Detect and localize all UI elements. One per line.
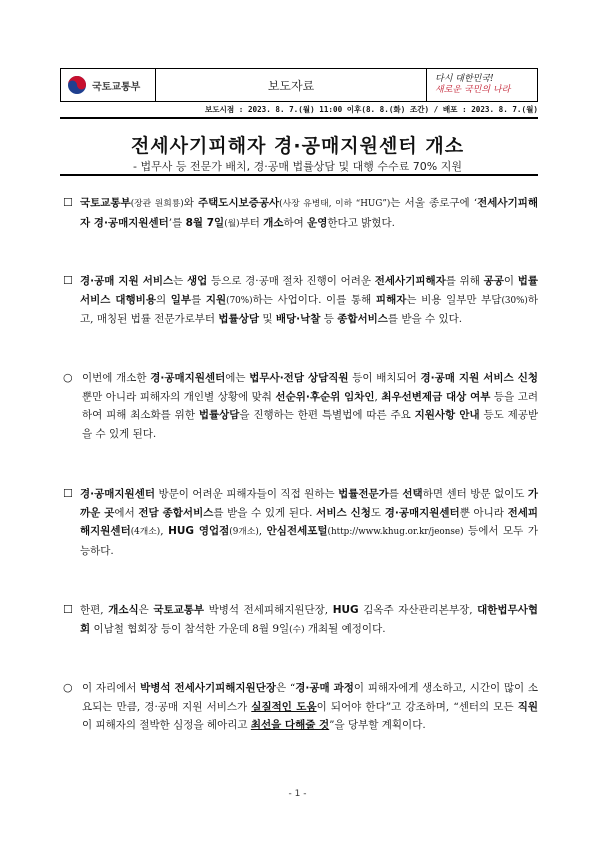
taegeuk-logo-icon (67, 75, 87, 95)
text-small: (사장 유병태, 이하 “HUG”) (279, 199, 391, 209)
text-bold: 배당·낙찰 (275, 313, 321, 326)
text-bold: 지원 (205, 293, 227, 306)
text: 는 (173, 275, 187, 287)
text: 및 (258, 313, 276, 326)
slogan-line-1: 다시 대한민국! (435, 74, 494, 84)
text: ’를 (168, 216, 186, 229)
text-bold: 경·공매 지원 서비스 신청 (420, 372, 539, 384)
text: 를 위해 (445, 275, 484, 287)
text-bold: 공공 (483, 275, 504, 287)
text-bold: 주택도시보증공사 (198, 197, 280, 209)
text: 이 피해자에게 생소하고, 시간이 많이 소요되는 만큼, 경·공매 지원 서비스가 (82, 682, 539, 713)
text: 에는 (225, 372, 250, 384)
text: , (374, 390, 382, 403)
text-bold: 대한법무사협회 (80, 604, 538, 635)
text-small: (수) (289, 624, 305, 635)
text: 와 (183, 197, 199, 209)
text-bold: HUG (332, 604, 359, 616)
text-small: (70%) (226, 295, 253, 306)
text: 등 (320, 313, 338, 326)
paragraph-3 (63, 369, 539, 443)
text: 방문이 어려운 피해자들이 직접 원하는 (155, 488, 339, 500)
text-bold: 국토교통부 (153, 604, 205, 616)
page-number: - 1 - (288, 789, 307, 799)
text: 한다고 밝혔다. (327, 216, 395, 229)
slogan (427, 69, 537, 101)
ministry-name: 국토교통부 (92, 81, 141, 93)
text-bold: 국토교통부 (80, 197, 131, 209)
text: 이 (503, 275, 518, 287)
text: 하면 센터 방문 없이도 (422, 488, 528, 500)
text: 에서 (114, 506, 139, 519)
text: 부터 (239, 216, 264, 229)
text-bold: 개소 (263, 216, 284, 229)
text-small: (4개소) (130, 527, 161, 538)
text-bold: 경·공매 과정 (295, 682, 354, 694)
text-bold: 최우선변제금 대상 여부 (381, 390, 491, 403)
title-divider (60, 174, 538, 176)
text: 는 서울 종로구에 ‘ (390, 197, 478, 209)
text: , (258, 525, 267, 538)
slogan-line-2: 새로운 국민의 나라 (435, 85, 511, 95)
square-bullet-icon: ☐ (63, 274, 73, 287)
text-bold: 선택 (402, 488, 423, 500)
text: 를 받을 수 있다. (387, 313, 463, 326)
text-bold: 전담 종합서비스 (138, 506, 214, 519)
embargo-line: 보도시점 : 2023. 8. 7.(월) 11:00 이후(8. 8.(화) 조간) / 배포 : 2023. 8. 7.(월) (60, 104, 538, 119)
text-bold: 생업 (187, 275, 208, 287)
text: , (160, 525, 169, 538)
text: 은 “ (275, 682, 296, 694)
text: 를 받을 수 있게 된다. (213, 506, 317, 519)
page-title: 전세사기피해자 경·공매지원센터 개소 (130, 135, 465, 157)
text-small: (장관 원희룡) (130, 199, 184, 209)
text-bold: 경·공매지원센터 (80, 488, 155, 500)
circle-bullet-icon: ○ (63, 371, 73, 384)
text-bold: 운영 (307, 216, 328, 229)
text: 이 피해자의 절박한 심정을 헤아리고 (82, 719, 251, 732)
text-bold: 법률상담 (218, 313, 259, 326)
paragraph-5 (63, 601, 538, 639)
text-bold: 경·공매지원센터 (150, 372, 226, 384)
text-bold: 법률서비스 대행비용 (80, 275, 539, 306)
text: 등으로 경·공매 절차 진행이 어려운 (207, 275, 375, 287)
text: 이번에 개소한 (82, 372, 151, 384)
text: 하는 사업이다. 이를 통해 (252, 293, 376, 306)
text: 은 (138, 604, 154, 616)
text-bold: 종합서비스 (337, 313, 388, 326)
text-bold: 법률전문가 (338, 488, 389, 500)
text: 를 (191, 293, 206, 306)
text: 등도 제공받을 수 있게 된다. (82, 409, 539, 440)
text-bold: 법무사·전담 상담직원 (249, 372, 349, 384)
text-bold: 가까운 곳 (80, 488, 538, 519)
text-bold: 법률상담 (198, 409, 240, 422)
text: 뿐 아니라 (459, 506, 508, 519)
circle-bullet-icon: ○ (63, 681, 73, 694)
page-subtitle: - 법무사 등 전문가 배치, 경·공매 법률상담 및 대행 수수료 70% 지원 (133, 160, 462, 173)
text: 을 진행하는 한편 특별법에 따른 주요 (239, 409, 415, 422)
text-bold: 개소식 (108, 604, 139, 616)
text: 이 되어야 한다”고 강조하며, “센터의 모든 (316, 700, 518, 713)
text: 박병석 전세피해지원단장, (204, 604, 333, 616)
paragraph-6 (63, 679, 539, 735)
text: 는 비용 일부만 부담 (406, 293, 502, 306)
text: 를 (388, 488, 403, 500)
square-bullet-icon: ☐ (63, 196, 73, 209)
text: 한편, (80, 604, 109, 616)
text-bold-underline: 실질적인 도움 (251, 700, 317, 713)
paragraph-2 (63, 272, 539, 329)
press-header-box (60, 68, 538, 102)
text: 하여 (283, 216, 308, 229)
text: 등을 고려하여 피해 최소화를 위한 (82, 390, 538, 422)
text: 개최될 예정이다. (304, 622, 386, 635)
text-small: (9개소) (229, 527, 259, 538)
text: ”을 당부할 계획이다. (329, 719, 426, 732)
paragraph-4 (63, 485, 539, 560)
text: 의 (155, 293, 171, 306)
text-bold: 전세사기피해자 (374, 275, 446, 287)
paragraph-1 (63, 194, 538, 233)
text-small: (30%) (501, 295, 528, 306)
text-bold: 직원 (517, 700, 539, 713)
ministry-logo (61, 69, 156, 101)
text-bold: 안심전세포털 (266, 525, 328, 538)
text: 도 (370, 506, 385, 519)
text-bold: 전세사기피해자 경·공매지원센터 (80, 197, 538, 229)
text-bold: 8월 7일 (185, 216, 225, 229)
text: 하고, 매칭된 법률 전문가로부터 (80, 293, 539, 326)
text: 뿐만 아니라 피해자의 개인별 상황에 맞춰 (82, 390, 276, 403)
text-bold: 경·공매지원센터 (384, 506, 460, 519)
text-bold: 일부 (170, 293, 192, 306)
text-bold: 선순위·후순위 임차인 (275, 390, 375, 403)
text-bold: 피해자 (375, 293, 407, 306)
doc-type: 보도자료 (156, 69, 427, 101)
text: 이 자리에서 (82, 682, 141, 694)
text: 등에서 모두 가능하다. (80, 525, 538, 557)
square-bullet-icon: ☐ (63, 487, 73, 500)
text-small: (월) (224, 218, 240, 229)
text: 김옥주 자산관리본부장, (358, 604, 478, 616)
square-bullet-icon: ☐ (63, 603, 73, 616)
text-bold-underline: 최선을 다해줄 것 (250, 719, 330, 732)
text-bold: 박병석 전세사기피해지원단장 (140, 682, 276, 694)
text-bold: 서비스 신청 (316, 506, 371, 519)
text-small: (http://www.khug.or.kr/jeonse) (327, 527, 464, 538)
text: 등이 배치되어 (348, 372, 421, 384)
text-bold: 전세피해지원센터 (80, 506, 539, 538)
text-bold: 경·공매 지원 서비스 (80, 275, 174, 287)
text-bold: 지원사항 안내 (414, 409, 480, 422)
text: 이남철 협회장 등이 참석한 가운데 8월 9일 (90, 622, 290, 635)
text-bold: HUG 영업점 (168, 525, 230, 538)
